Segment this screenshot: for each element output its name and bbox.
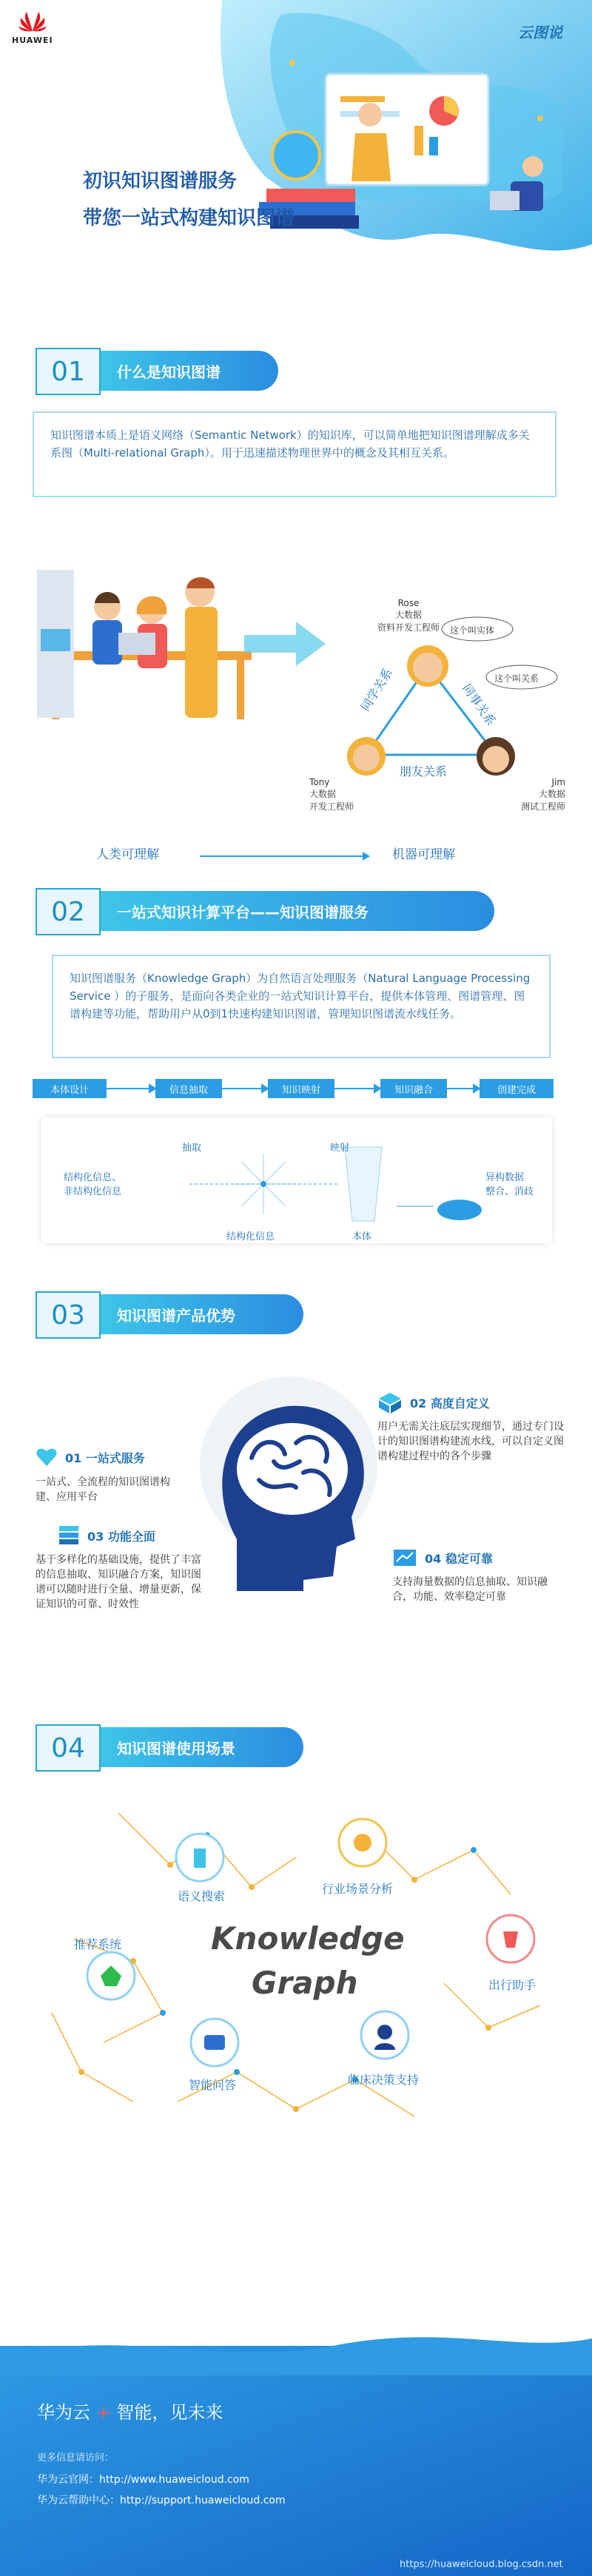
ontology-label: 本体 [352,1231,372,1242]
pipeline-flow [33,1079,565,1101]
team-people-graphic [30,548,266,740]
huawei-flower-icon [18,7,47,33]
advantage-04-title: 04 稳定可靠 [425,1551,493,1566]
advantage-01-text: 一站式、全流程的知识图谱构建、应用平台 [36,1476,170,1503]
relation-colleague: 同事关系 [460,681,499,728]
rose-label: Rose 大数据 资料开发工程师 [377,598,440,633]
source-info: 结构化信息、 非结构化信息 [64,1172,122,1197]
scenario-recommendation: 推荐系统 [74,1937,122,1951]
advantage-02 [377,1391,570,1464]
chart-icon [392,1547,417,1569]
relation-schoolmate: 同学关系 [357,665,395,714]
scenario-clinical: 临床决策支持 [348,2073,420,2087]
section-01-description: 知识图谱本质上是语义网络（Semantic Network）的知识库，可以简单地把知识图谱理解成多关系图（Multi-relational Graph）。用于迅速描述物理世界中的概念及其相互关系。 [33,411,556,497]
human-understandable: 人类可理解 [96,847,159,862]
advantage-01 [36,1447,235,1504]
slogan-part-b: 智能，见未来 [116,2402,223,2423]
kg-title-knowledge: Knowledge [211,1920,405,1957]
hero-background [0,0,592,311]
footer-slogan [37,2398,223,2424]
title-line-2: 带您一站式构建知识图谱 [83,207,295,229]
scenario-travel-assistant: 出行助手 [488,1978,536,1992]
advantage-01-title: 01 一站式服务 [65,1450,145,1465]
bubble-entity: 这个叫实体 [450,625,495,636]
scenario-industry-analysis: 行业场景分析 [322,1882,394,1896]
flow-knowledge-fusion: 知识融合 [380,1079,447,1098]
section-02-number: 02 [36,888,101,935]
kg-title-graph: Graph [252,1965,358,2001]
bubble-relation: 这个叫关系 [494,673,539,684]
advantage-03-text: 基于多样化的基础设施，提供了丰富的信息抽取、知识融合方案，知识图谱可以随时进行全量、增量更新，保证知识的可靠、时效性 [36,1554,201,1610]
stack-icon [58,1524,80,1547]
title-line-1: 初识知识图谱服务 [83,170,238,192]
section-01-title: 什么是知识图谱 [101,351,278,391]
long-arrow [200,850,370,864]
structured-label: 结构化信息 [226,1231,275,1242]
scenario-semantic-search: 语义搜索 [178,1889,226,1903]
section-02-title: 一站式知识计算平台——知识图谱服务 [101,891,494,931]
section-03-number: 03 [36,1291,101,1339]
advantage-01-header [36,1447,235,1467]
footer-more-info: 更多信息请访问： [37,2452,115,2464]
arrow-right-icon [200,852,370,861]
watermark: https://huaweicloud.blog.csdn.net [400,2559,563,2570]
advantage-04-header [392,1547,562,1569]
advantage-02-header [377,1391,570,1413]
people-illustration [30,548,266,740]
footer-link-help[interactable]: 华为云帮助中心：http://support.huaweicloud.com [37,2495,286,2506]
scenario-qa: 智能问答 [189,2078,237,2092]
pipeline-detail [41,1117,552,1243]
page-title [83,163,295,237]
slogan-part-a: 华为云 [37,2402,90,2423]
advantage-02-title: 02 高度自定义 [410,1396,490,1410]
footer-wave-graphic [0,2316,592,2375]
machine-understandable: 机器可理解 [392,847,455,862]
flow-knowledge-mapping: 知识映射 [268,1079,334,1098]
section-01-number: 01 [36,348,101,395]
cloud-tushuo-logo: 云图说 [518,24,562,41]
footer-link-official[interactable]: 华为云官网：http://www.huaweicloud.com [37,2474,249,2486]
advantage-03-header [36,1524,206,1547]
extract-label: 抽取 [182,1143,202,1154]
advantage-04 [392,1547,562,1604]
slogan-plus: + [95,2402,111,2423]
scenario-network [30,1791,562,2161]
hero-wave-graphic [0,0,592,311]
advantage-03 [36,1524,206,1612]
relation-friend: 朋友关系 [400,764,448,778]
tony-label: Tony 大数据 开发工程师 [309,777,354,812]
section-03-title: 知识图谱产品优势 [101,1294,303,1334]
flow-info-extraction: 信息抽取 [155,1079,222,1098]
map-label: 映射 [330,1143,350,1154]
cube-icon [377,1391,403,1413]
flow-ontology-design: 本体设计 [33,1079,107,1098]
jim-label: Jim 大数据 测试工程师 [521,777,566,812]
flow-created: 创建完成 [480,1079,554,1098]
huawei-logo [12,7,53,45]
advantage-02-text: 用户无需关注底层实现细节，通过专门设计的知识图谱构建流水线，可以自定义图谱构建过程中的各个步骤 [377,1421,564,1462]
section-04-number: 04 [36,1724,101,1772]
section-02-description: 知识图谱服务（Knowledge Graph）为自然语言处理服务（Natural Language Processing Service ）的子服务，是面向各类企业的一站式知识计算平台，提供本体管理、图谱管理、图谱构建等功能，帮助用户从0到1快速构建知识图谱，管理知识图谱流水线任务。 [52,955,551,1058]
brand-name: HUAWEI [12,36,53,45]
section-04-title: 知识图谱使用场景 [101,1727,303,1767]
heart-icon [36,1447,58,1467]
fusion-label: 异构数据 整合、消歧 [485,1172,534,1197]
advantage-03-title: 03 功能全面 [87,1529,155,1544]
footer [0,2346,592,2576]
advantage-04-text: 支持海量数据的信息抽取、知识融合，功能、效率稳定可靠 [392,1576,548,1603]
